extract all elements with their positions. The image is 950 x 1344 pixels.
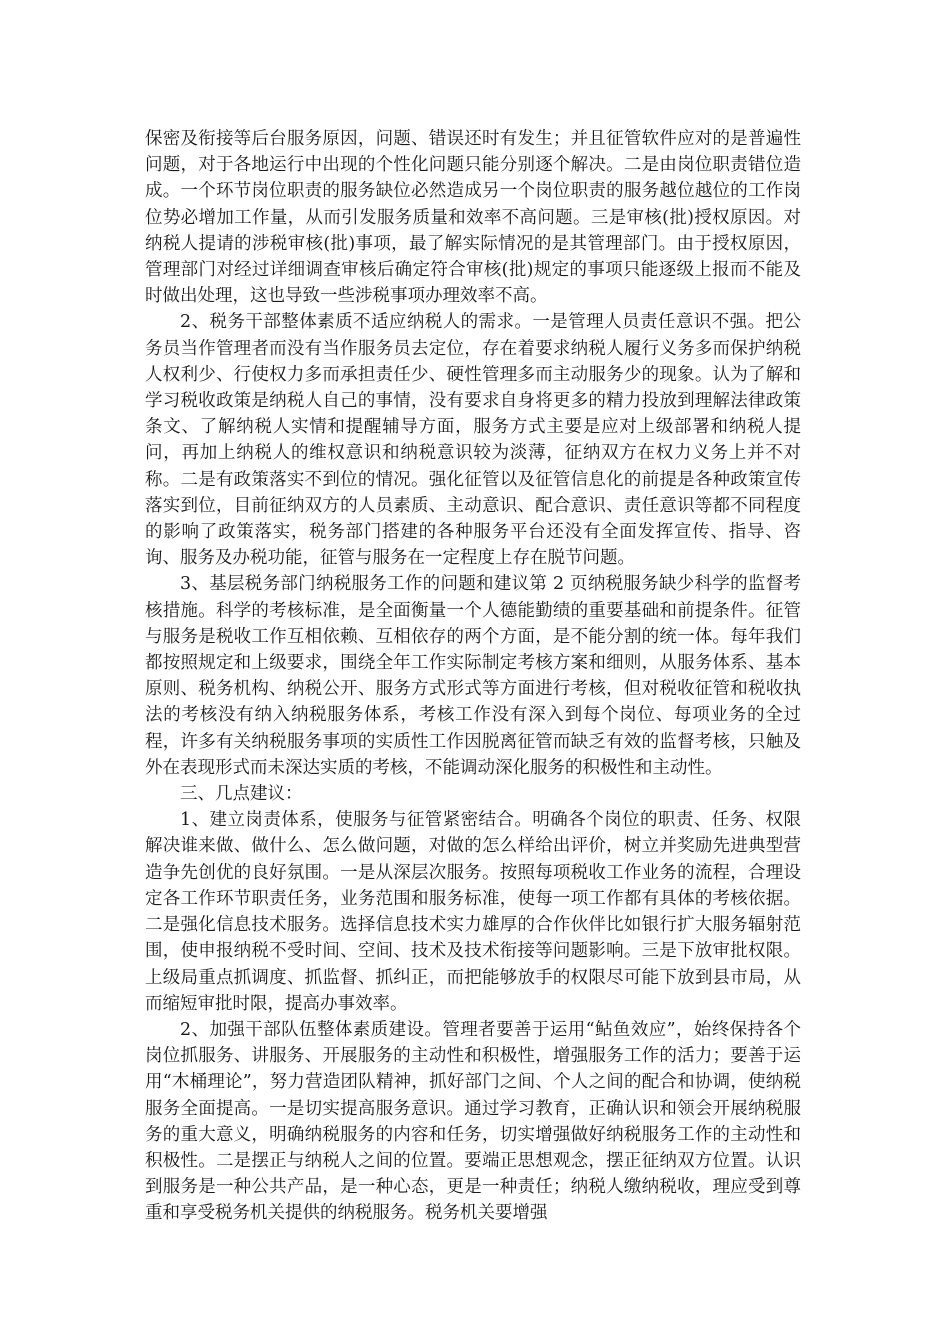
paragraph-responsibility-system: 1、建立岗责体系，使服务与征管紧密结合。明确各个岗位的职责、任务、权限解决谁来做、做什么、怎么做问题，对做的怎么样给出评价，树立并奖励先进典型营造争先创优的良好氛围。一是从深层次服务。按照每项税收工作业务的流程，合理设定各工作环节职责任务，业务范围和服务标准，使每一项工作都有具体的考核依据。二是强化信息技术服务。选择信息技术实力雄厚的合作伙伴比如银行扩大服务辐射范围，使申报纳税不受时间、空间、技术及技术衔接等问题影响。三是下放审批权限。上级局重点抓调度、抓监督、抓纠正，而把能够放手的权限尽可能下放到县市局，从而缩短审批时限，提高办事效率。 [145, 810, 801, 1014]
paragraph-team-building: 2、加强干部队伍整体素质建设。管理者要善于运用“鲇鱼效应”，始终保持各个岗位抓服务、讲服务、开展服务的主动性和积极性，增强服务工作的活力；要善于运用“木桶理论”，努力营造团队精神，抓好部门之间、个人之间的配合和协调，使纳税服务全面提高。一是切实提高服务意识。通过学习教育，正确认识和领会开展纳税服务的重大意义，明确纳税服务的内容和任务，切实增强做好纳税服务工作的主动性和积极性。二是摆正与纳税人之间的位置。要端正思想观念，摆正征纳双方位置。认识到服务是一种公共产品，是一种心态，更是一种责任；纳税人缴纳税收，理应受到尊重和享受税务机关提供的纳税服务。税务机关要增强 [145, 1019, 801, 1224]
section-heading-suggestions: 三、几点建议： [180, 784, 303, 805]
document-body [145, 126, 801, 1227]
paragraph-supervision-assessment: 3、基层税务部门纳税服务工作的问题和建议第 2 页纳税服务缺少科学的监督考核措施。科学的考核标准，是全面衡量一个人德能勤绩的重要基础和前提条件。征管与服务是税收工作互相依赖、互相依存的两个方面，是不能分割的统一体。每年我们都按照规定和上级要求，围绕全年工作实际制定考核方案和细则，从服务体系、基本原则、税务机构、纳税公开、服务方式形式等方面进行考核，但对税收征管和税收执法的考核没有纳入纳税服务体系，考核工作没有深入到每个岗位、每项业务的全过程，许多有关纳税服务事项的实质性工作因脱离征管而缺乏有效的监督考核，只触及外在表现形式而未深达实质的考核，不能调动深化服务的积极性和主动性。 [145, 574, 801, 778]
paragraph-continuation: 保密及衔接等后台服务原因，问题、错误还时有发生；并且征管软件应对的是普遍性问题，对于各地运行中出现的个性化问题只能分别逐个解决。二是由岗位职责错位造成。一个环节岗位职责的服务缺位必然造成另一个岗位职责的服务越位越位的工作岗位势必增加工作量，从而引发服务质量和效率不高问题。三是审核(批)授权原因。对纳税人提请的涉税审核(批)事项，最了解实际情况的是其管理部门。由于授权原因，管理部门对经过详细调查审核后确定符合审核(批)规定的事项只能逐级上报而不能及时做出处理，这也导致一些涉税事项办理效率不高。 [145, 129, 801, 307]
paragraph-cadre-quality: 2、税务干部整体素质不适应纳税人的需求。一是管理人员责任意识不强。把公务员当作管理者而没有当作服务员去定位，存在着要求纳税人履行义务多而保护纳税人权利少、行使权力多而承担责任少、硬性管理多而主动服务少的现象。认为了解和学习税收政策是纳税人自己的事情，没有要求自身将更多的精力投放到理解法律政策条文、了解纳税人实情和提醒辅导方面，服务方式主要是应对上级部署和纳税人提问，再加上纳税人的维权意识和纳税意识较为淡薄，征纳双方在权力义务上并不对称。二是有政策落实不到位的情况。强化征管以及征管信息化的前提是各种政策宣传落实到位，目前征纳双方的人员素质、主动意识、配合意识、责任意识等都不同程度的影响了政策落实，税务部门搭建的各种服务平台还没有全面发挥宣传、指导、咨询、服务及办税功能，征管与服务在一定程度上存在脱节问题。 [145, 312, 801, 569]
